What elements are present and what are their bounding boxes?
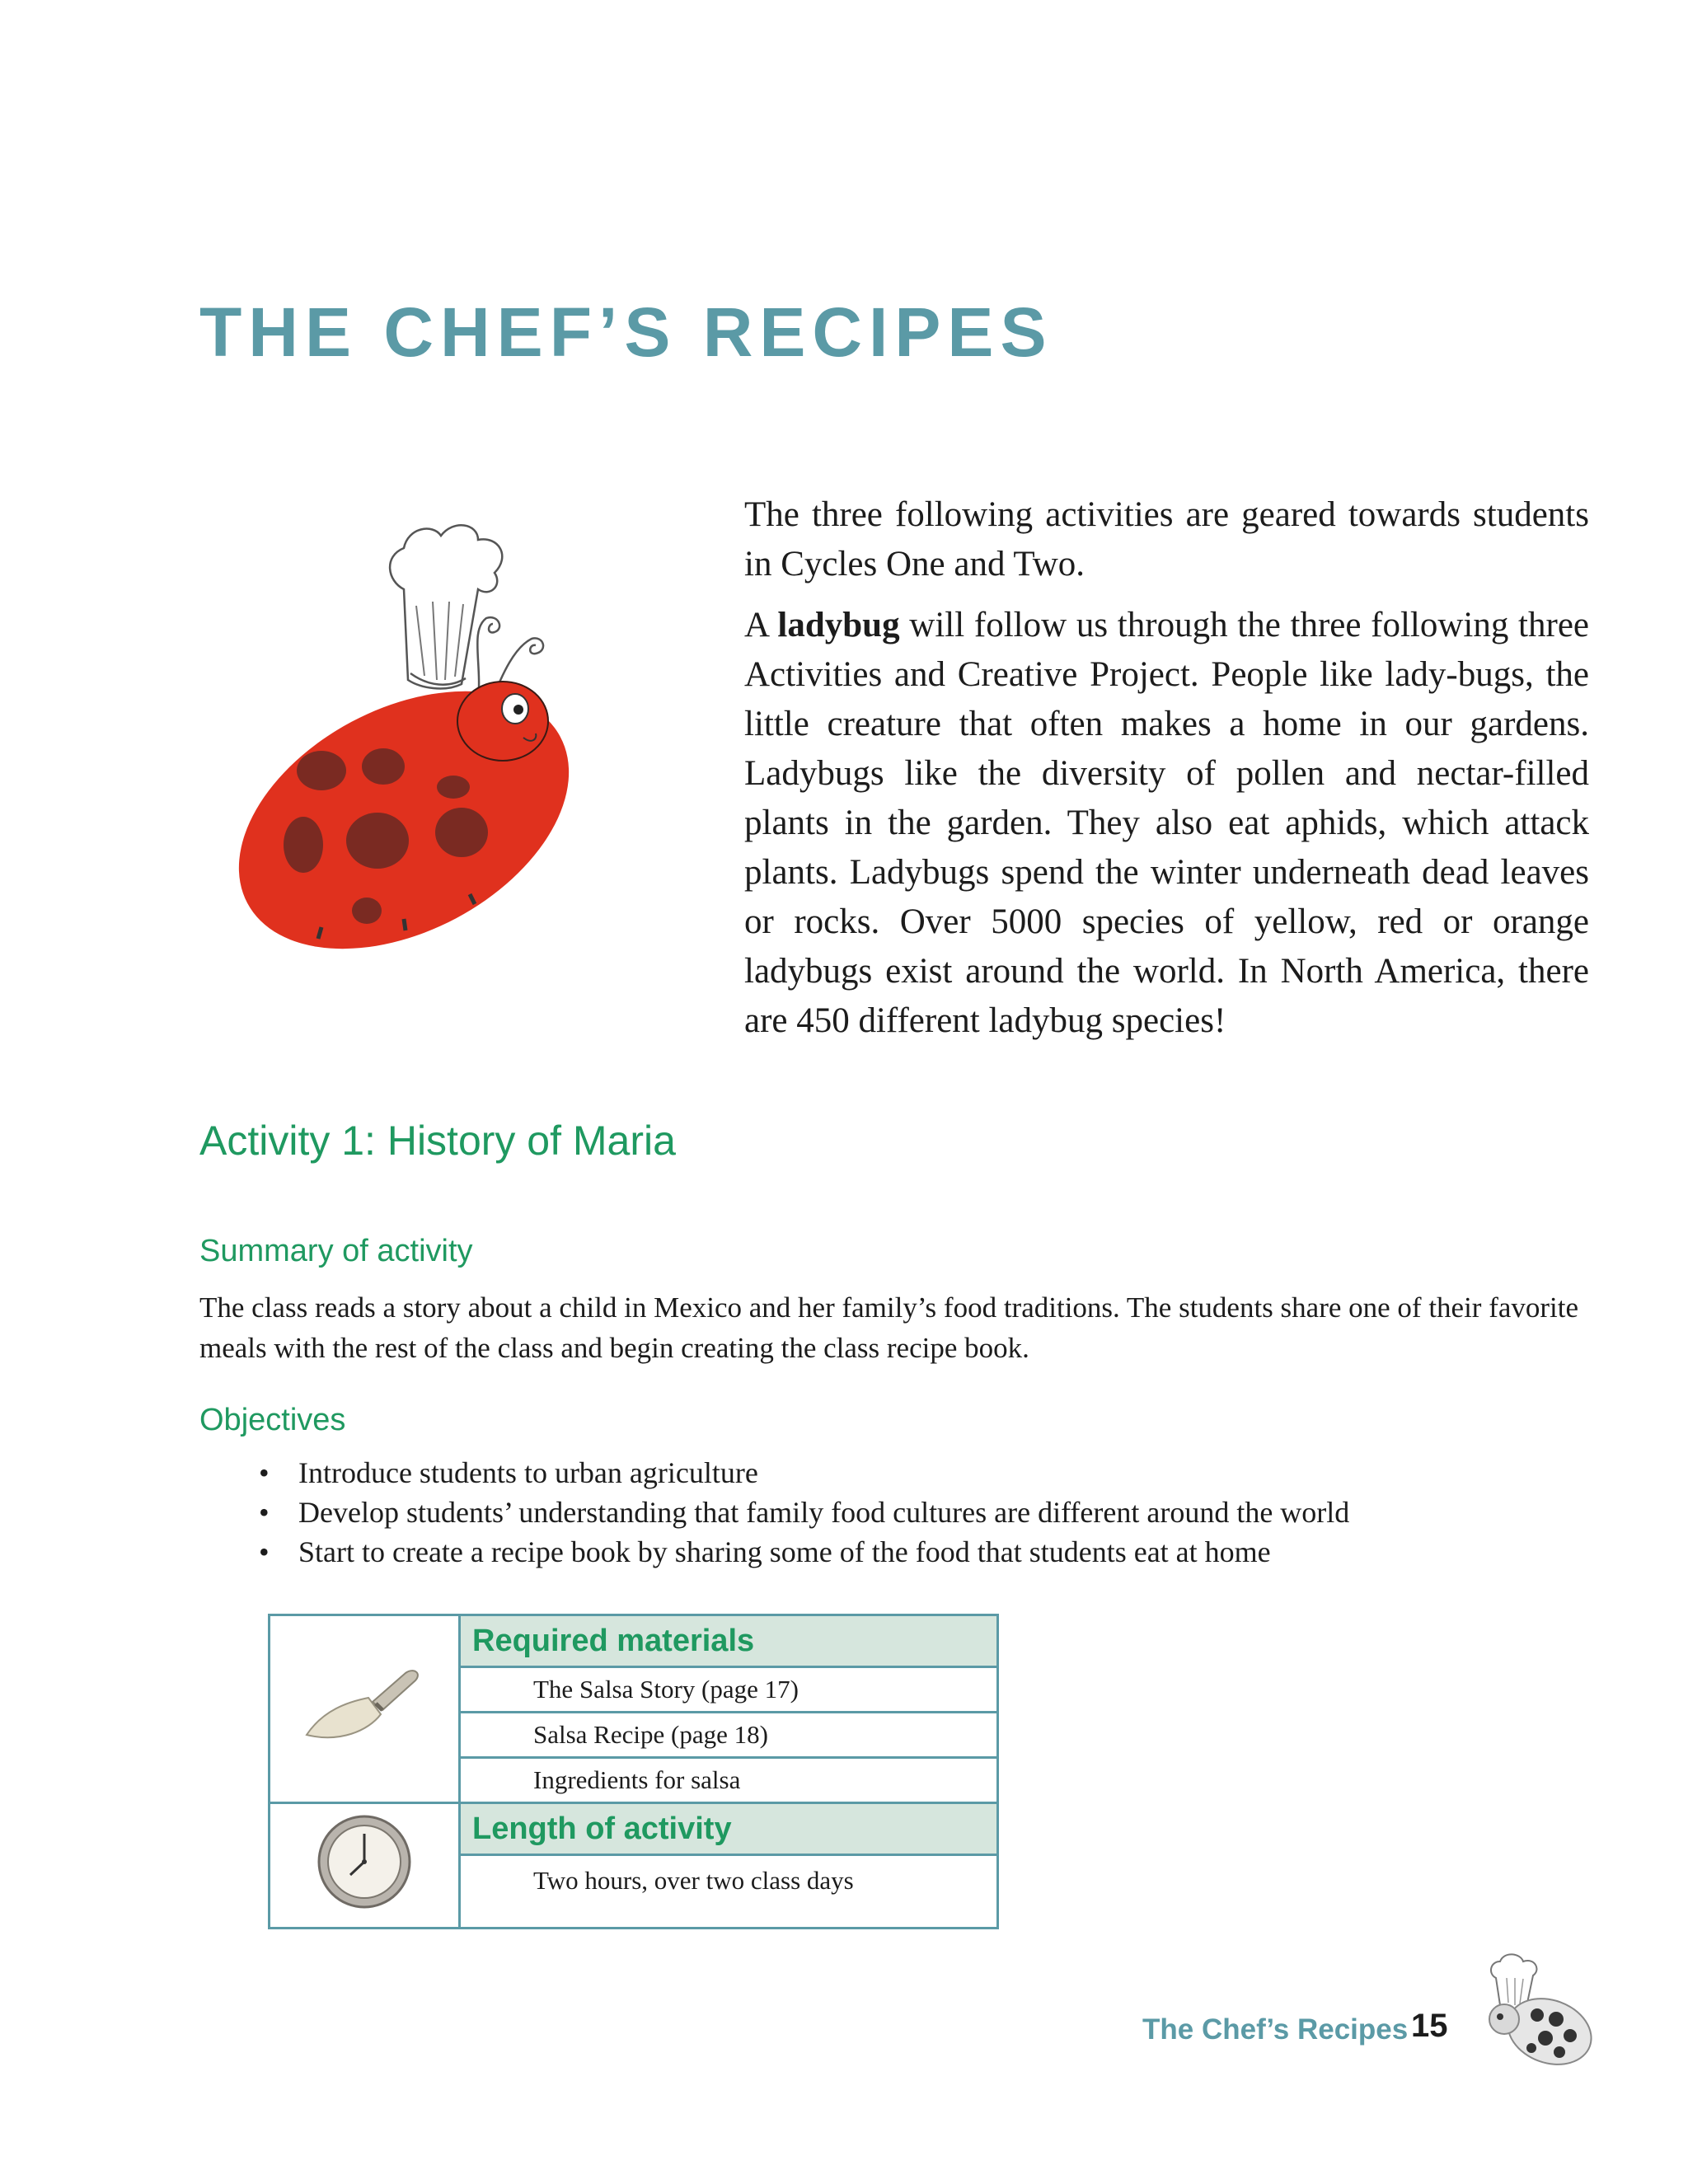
bullet: • (259, 1456, 270, 1489)
objectives-list (247, 1453, 1582, 1572)
summary-heading: Summary of activity (199, 1234, 473, 1268)
material-item: Ingredients for salsa (460, 1758, 998, 1803)
intro-paragraph: The three following activities are geared towards students in Cycles One and Two. (744, 495, 1589, 583)
chef-ladybug-illustration (198, 482, 692, 960)
required-materials-header: Required materials (460, 1615, 998, 1667)
ladybug-term: ladybug (777, 606, 900, 644)
length-of-activity-header: Length of activity (460, 1803, 998, 1855)
objective-item: • Introduce students to urban agriculture (247, 1453, 1582, 1493)
material-item: Salsa Recipe (page 18) (460, 1713, 998, 1758)
page-title: THE CHEF’S RECIPES (199, 293, 1053, 371)
trowel-icon (290, 1652, 438, 1760)
page-number: 15 (1411, 2008, 1448, 2044)
objective-item: • Start to create a recipe book by sharing some of the food that students eat at home (247, 1532, 1582, 1572)
materials-table (268, 1614, 999, 1929)
objective-item: • Develop students’ understanding that family food cultures are different around the world (247, 1493, 1582, 1532)
clock-icon-cell (270, 1803, 460, 1929)
objectives-heading: Objectives (199, 1403, 346, 1437)
length-value: Two hours, over two class days (460, 1855, 998, 1929)
footer-section-title: The Chef’s Recipes (1142, 2013, 1409, 2046)
intro-text (744, 490, 1589, 1057)
bullet: • (259, 1496, 270, 1529)
clock-icon (311, 1811, 418, 1914)
bullet: • (259, 1535, 270, 1568)
ladybug-paragraph: A ladybug will follow us through the three following three Activities and Creative Project. People like lady-bugs, the little creature that often makes a home in our gardens. Ladybugs like the diversity of pollen and nectar-filled plants in the garden. They also eat aphids, which attack plants. Ladybugs spend the winter underneath dead leaves or rocks. Over 5000 species of yellow, red or orange ladybugs exist around the world. In North America, there are 450 different ladybug species! (744, 606, 1589, 1040)
small-ladybug-icon (1459, 1933, 1599, 2073)
activity-heading: Activity 1: History of Maria (199, 1118, 676, 1164)
material-item: The Salsa Story (page 17) (460, 1667, 998, 1713)
trowel-icon-cell (270, 1615, 460, 1803)
summary-text: The class reads a story about a child in Mexico and her family’s food traditions. The students share one of their favorite meals with the rest of the class and begin creating the class recipe book. (199, 1291, 1579, 1364)
